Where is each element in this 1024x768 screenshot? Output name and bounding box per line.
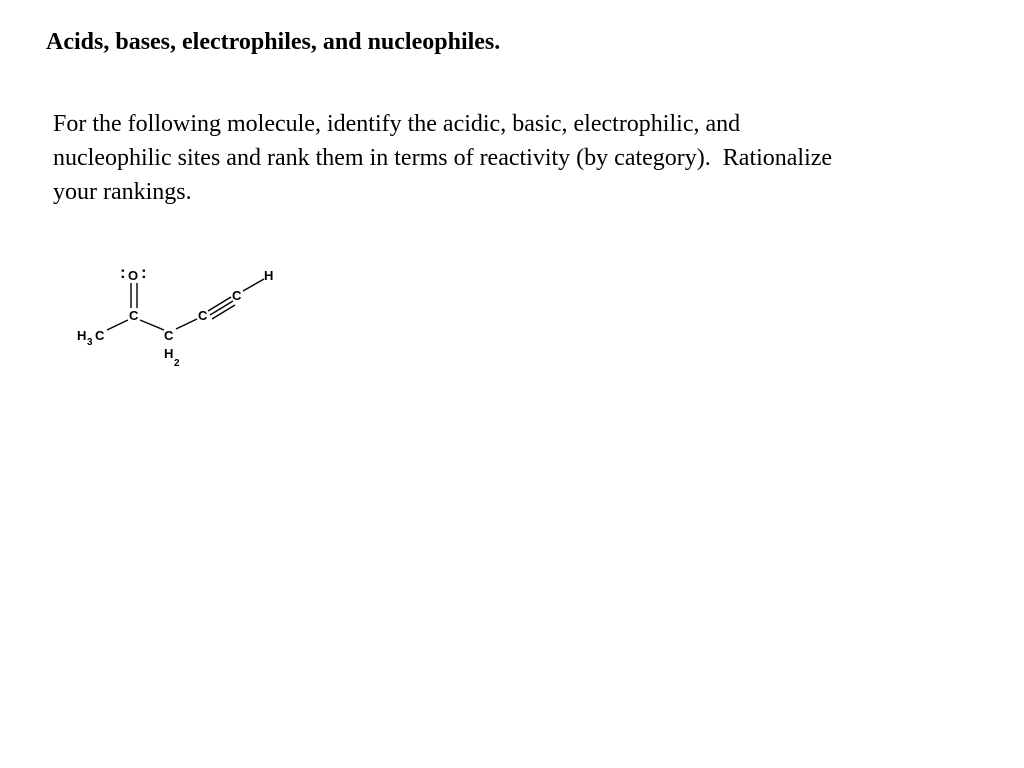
atom-methyl-subscript: 3 [87,337,93,348]
atom-terminal-h: H [264,268,274,283]
slide-title: Acids, bases, electrophiles, and nucleophiles. [46,29,501,55]
atom-methylene-h: H [164,346,174,361]
atom-methylene-c: C [164,328,174,343]
problem-text-line: nucleophilic sites and rank them in terms of reactivity (by category). Rationalize [53,145,833,171]
lone-pair-right: : [141,263,147,282]
carbonyl-methylene-bond [140,320,164,330]
atom-oxygen: O [128,268,139,283]
atom-methyl-h: H [77,328,87,343]
problem-text-line: your rankings. [53,179,192,205]
atom-methyl-c: C [95,328,105,343]
problem-text [53,107,993,209]
atom-alkyne-c2: C [232,288,242,303]
molecule-structure [60,250,300,380]
atom-carbonyl-carbon: C [129,308,139,323]
methyl-carbonyl-bond [107,320,128,330]
atom-methylene-subscript: 2 [174,358,180,369]
methylene-alkyne-bond [176,319,197,329]
atom-alkyne-c1: C [198,308,208,323]
problem-text-line: For the following molecule, identify the acidic, basic, electrophilic, and [53,111,741,137]
lone-pair-left: : [120,263,126,282]
alkyne-h-bond [243,279,264,291]
